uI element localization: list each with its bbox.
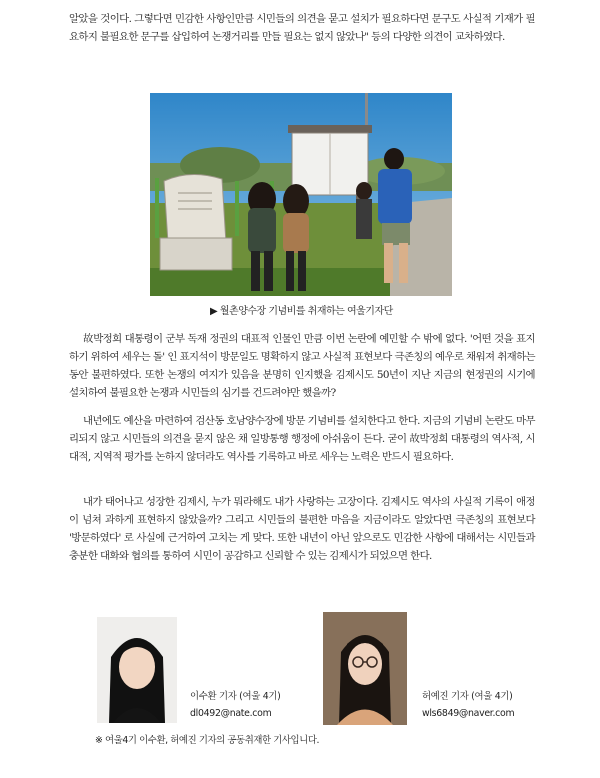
reporter-2-byline	[422, 688, 514, 722]
body-paragraph-2: 내년에도 예산을 마련하여 검산동 호남양수장에 방문 기념비를 설치한다고 한다. 지금의 기념비 논란도 마무리되지 않고 시민들의 의견을 묻지 않은 채 일방통행 행정에 아쉬움이 든다. 굳이 故박정희 대통령의 역사적, 시대적, 지역적 평가를 논하지 않더라도 역사를 기록하고 바로 세우는 노력은 반드시 필요하다.	[69, 415, 535, 463]
reporter-1-byline	[190, 688, 280, 722]
reporter-2-name: 허예진 기자 (여울 4기)	[422, 691, 513, 702]
body-paragraph-1: 故박정희 대통령이 군부 독재 정권의 대표적 인물인 만큼 이번 논란에 예민할 수 밖에 없다. '어떤 것을 표지하기 위하여 세우는 돌' 인 표지석이 방문일도 명확하지 않고 사실적 표현보다 극존칭의 예우로 채워져 취재하는 동안 불편하였다. 또한 논쟁의 여지가 있음을 분명히 인지했을 김제시도 50년이 지난 지금의 현정권의 시기에 설치하여 불필요한 논쟁과 시민들의 심기를 건드려야만 했을까?	[69, 333, 535, 399]
monument-photo	[150, 93, 452, 296]
photo-caption: ▶ 월촌양수장 기념비를 취재하는 여울기자단	[210, 306, 393, 317]
reporter-2-portrait	[323, 612, 407, 725]
reporter-1-email: dl0492@nate.com	[190, 708, 272, 719]
body-paragraph-3: 내가 태어나고 성장한 김제시, 누가 뭐라해도 내가 사랑하는 고장이다. 김제시도 역사의 사실적 기록이 애정이 넘쳐 과하게 표현하지 않았을까? 그리고 시민들의 불편한 마음을 지금이라도 알았다면 극존칭의 표현보다 '방문하였다' 로 사실에 근거하여 고치는 게 맞다. 또한 내년이 아닌 앞으로도 민감한 사항에 대해서는 시민들과 충분한 대화와 협의를 통하여 시민이 공감하고 신뢰할 수 있는 김제시가 되었으면 한다.	[69, 496, 535, 562]
intro-paragraph: 알았을 것이다. 그렇다면 민감한 사항인만큼 시민들의 의견을 묻고 설치가 필요하다면 문구도 사실적 기재가 필요하지 불필요한 문구를 삽입하여 논쟁거리를 만들 필요는 없지 않았나" 등의 다양한 의견이 교차하였다.	[69, 13, 535, 43]
reporter-1-name: 이수환 기자 (여울 4기)	[190, 691, 281, 702]
footnote: ※ 여울4기 이수환, 허예진 기자의 공동취재한 기사입니다.	[95, 735, 320, 746]
reporter-2-email: wls6849@naver.com	[422, 708, 515, 719]
reporter-1-portrait	[97, 617, 177, 723]
